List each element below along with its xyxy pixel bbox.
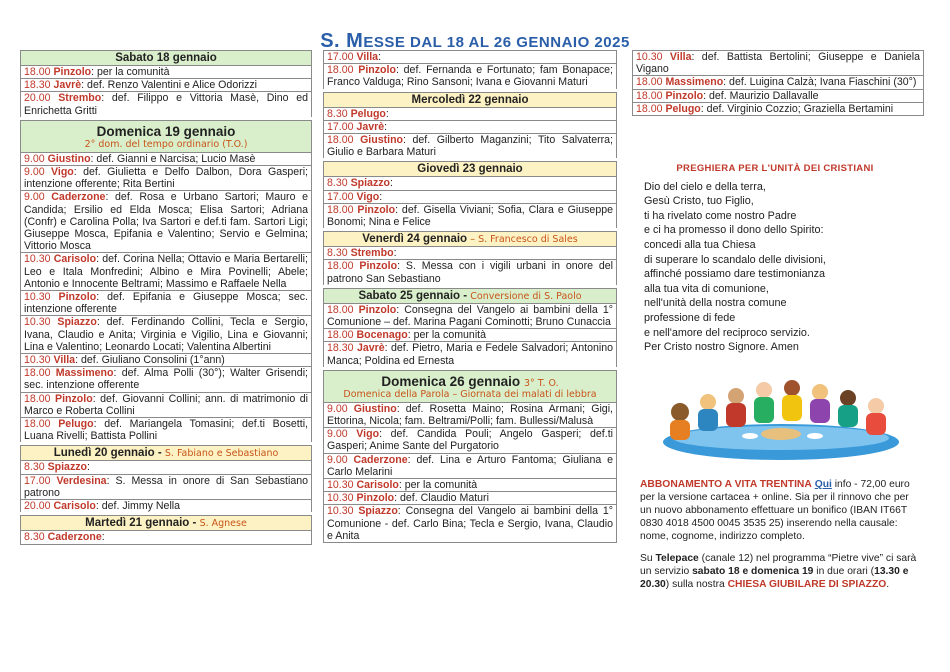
day-block-dom26-cont: [632, 50, 924, 116]
mass-intentions: : def. Filippo e Vittoria Masè, Dino ed Enrichetta Gritti: [24, 92, 308, 117]
prayer-line: e nell'amore del reciproco servizio.: [644, 326, 810, 339]
mass-place: Javrè: [356, 120, 385, 133]
mass-intentions: : def. Virginio Cozzio; Graziella Bertamini: [700, 102, 894, 115]
mass-place: Villa: [356, 51, 379, 63]
vita-trentina-paragraph: ABBONAMENTO A VITA TRENTINA Qui info - 72,00 euro per la versione cartacea + online. Sia per il rinnovo che per un nuovo abbonamento effettuare un bonifico (IBAN IT66T 0830 4018 4500 0045 3535 25) inserendo nella causale: nome, cognome, indirizzo completo.: [640, 479, 910, 542]
prayer-section: [640, 162, 910, 355]
mass-time: 10.30: [327, 505, 354, 518]
mass-place: Pinzolo: [665, 89, 704, 102]
mass-intentions: : def. Alma Polli (30°); Walter Grisendi; sec. intenzione offerente: [24, 367, 308, 392]
mass-intentions: : def. Battista Bertolini; Giuseppe e Daniela Vigano: [636, 51, 920, 76]
day-block-ven24: [323, 231, 617, 285]
mass-intentions: : S. Messa con i vigili urbani in onore del patrono San Sebastiano: [327, 260, 613, 285]
mass-time: 18.00: [327, 303, 354, 316]
mass-entry: [21, 461, 311, 474]
mass-time: 18.00: [636, 102, 663, 115]
mass-intentions: : def. Rosa e Urbano Sartori; Mauro e Candida; Ersilio ed Elda Mosca; Elisa Sartori; Adriana (Confr) e Carolina Polla; Iva Sartori e def.ti fam. Sartori Ligi; Giuseppe Mosca, Epifania e Valentino; Servio e Gelmina; Vittorio Mosca: [24, 191, 308, 253]
mass-place: Caderzone: [353, 453, 408, 466]
day-block-mar21: [20, 515, 312, 544]
day-block-mer22: [323, 92, 617, 159]
day-header: Giovedì 23 gennaio: [324, 162, 616, 177]
day-header: Sabato 25 gennaio - Conversione di S. Paolo: [324, 289, 616, 304]
mass-entry: [324, 403, 616, 428]
mass-entry: [21, 66, 311, 79]
mass-time: 9.00: [327, 402, 348, 415]
mass-place: Carisolo: [53, 253, 97, 266]
mass-intentions: : def. Ferdinando Collini, Tecla e Sergio, Ivana, Claudio e Anita; Virginia e Vigilio, Lina e Giovanni; Lina e Valentino; Leonardo Locati; Valentina Albertini: [24, 316, 309, 353]
mass-intentions: : def. Maurizio Dallavalle: [703, 89, 819, 102]
prayer-line: ti ha rivelato come nostro Padre: [644, 209, 797, 222]
mass-place: Spiazzo: [350, 177, 391, 190]
day-block-sab25: [323, 288, 617, 367]
prayer-line: affinché possiamo dare testimonianza: [644, 268, 826, 281]
mass-intentions: : per la comunità: [91, 66, 170, 78]
mass-intentions: : def. Giuliano Consolini (1°ann): [75, 354, 225, 367]
mass-entry: [324, 505, 616, 542]
mass-entry: [21, 500, 311, 512]
mass-time: 9.00: [24, 191, 45, 204]
mass-place: Vigo: [356, 428, 380, 441]
mass-place: Javrè: [53, 79, 82, 92]
mass-intentions: : def. Candida Pouli; Angelo Gasperi; def.ti Gasperi; Anime Sante del Purgatorio: [327, 428, 613, 453]
mass-time: 10.30: [636, 51, 663, 63]
mass-entry: [324, 260, 616, 284]
day-block-dom19: [20, 120, 312, 443]
prayer-line: alla tua vita di comunione,: [644, 282, 769, 295]
mass-entry: [633, 51, 923, 76]
mass-time: 18.00: [327, 203, 354, 216]
prayer-text: [640, 180, 910, 355]
day-block-mar21-cont: [323, 50, 617, 89]
mass-time: 17.00: [327, 51, 354, 63]
mass-entry: [324, 454, 616, 479]
mass-entry: [21, 291, 311, 316]
mass-intentions: : def. Fernanda e Fortunato; fam Bonapace; Franco Valduga; Rino Sansoni; Ivana e Giovanni Maturi: [327, 64, 613, 89]
mass-entry: [324, 329, 616, 342]
mass-place: Pinzolo: [358, 64, 396, 77]
column-middle: [323, 50, 617, 543]
mass-entry: [21, 531, 311, 543]
column-right: [632, 50, 924, 116]
mass-time: 18.00: [327, 329, 354, 342]
qui-link[interactable]: Qui: [814, 479, 832, 490]
mass-intentions: : def. Renzo Valentini e Alice Odorizzi: [81, 79, 258, 92]
mass-entry: [324, 247, 616, 260]
mass-intentions: :: [385, 107, 389, 120]
mass-entry: [633, 103, 923, 115]
mass-intentions: : def. Gisella Viviani; Sofia, Clara e Giuseppe Bonomi; Nina e Felice: [327, 203, 613, 229]
mass-entry: [21, 393, 311, 418]
mass-intentions: : def. Giovanni Collini; ann. di matrimonio di Marco e Roberta Collini: [24, 392, 308, 417]
column-left: [20, 50, 312, 545]
mass-time: 9.00: [327, 428, 348, 441]
mass-intentions: : def. Gianni e Narcisa; Lucio Masè: [90, 152, 256, 165]
mass-time: 18.00: [327, 260, 354, 273]
mass-intentions: : def. Giulietta e Delfo Dalbon, Dora Gasperi; intenzione offerente; Rita Bertini: [24, 166, 308, 191]
mass-entry: [324, 121, 616, 134]
mass-place: Massimeno: [55, 367, 114, 380]
mass-intentions: : def. Claudio Maturi: [394, 492, 489, 505]
mass-place: Spiazzo: [358, 505, 398, 518]
mass-place: Vigo: [51, 166, 74, 179]
mass-time: 8.30: [24, 461, 45, 474]
mass-time: 10.30: [24, 354, 51, 367]
mass-entry: [324, 479, 616, 492]
mass-place: Pinzolo: [357, 203, 396, 216]
mass-place: Vigo: [356, 190, 380, 203]
mass-place: Strembo: [350, 247, 394, 260]
telepace-paragraph: Su Telepace (canale 12) nel programma “Pietre vive” ci sarà un servizio sabato 18 e domenica 19 in due orari (13.30 e 20.30) sulla nostra CHIESA GIUBILARE DI SPIAZZO.: [640, 553, 917, 590]
mass-intentions: : def. Lina e Arturo Fantoma; Giuliana e Carlo Melarini: [327, 453, 613, 478]
mass-entry: [633, 76, 923, 89]
mass-time: 10.30: [24, 291, 51, 304]
mass-time: 9.00: [24, 152, 45, 165]
mass-entry: [633, 90, 923, 103]
mass-time: 17.00: [327, 120, 354, 133]
mass-entry: [324, 177, 616, 190]
mass-time: 17.00: [24, 474, 51, 487]
mass-intentions: :: [379, 190, 383, 203]
mass-intentions: : def. Pietro, Maria e Fedele Salvadori; Antonino Manca; Poldina ed Ernesta: [327, 342, 613, 367]
mass-time: 20.00: [24, 92, 51, 105]
mass-time: 18.00: [24, 367, 51, 380]
mass-entry: [324, 51, 616, 64]
mass-time: 18.00: [327, 134, 354, 147]
mass-entry: [324, 64, 616, 88]
mass-entry: [324, 204, 616, 228]
last-supper-illustration: [650, 372, 912, 462]
mass-intentions: : S. Messa in onore di San Sebastiano patrono: [24, 474, 308, 499]
mass-place: Pinzolo: [356, 492, 395, 505]
mass-entry: [324, 108, 616, 121]
mass-place: Pelugo: [665, 102, 701, 115]
mass-entry: [21, 79, 311, 92]
mass-time: 9.00: [24, 166, 45, 179]
mass-place: Villa: [53, 354, 76, 367]
mass-intentions: :: [393, 247, 397, 260]
day-block-sab18: [20, 50, 312, 117]
mass-time: 18.00: [24, 392, 51, 405]
mass-intentions: : per la comunità: [407, 329, 487, 342]
mass-intentions: : def. Epifania e Giuseppe Mosca; sec. intenzione offerente: [24, 291, 308, 316]
mass-entry: [324, 134, 616, 158]
day-block-gio23: [323, 161, 617, 228]
mass-place: Pelugo: [58, 418, 94, 431]
mass-time: 17.00: [327, 190, 354, 203]
mass-place: Massimeno: [665, 76, 724, 89]
mass-time: 18.00: [24, 66, 51, 78]
mass-entry: [21, 253, 311, 291]
mass-place: Villa: [669, 51, 692, 63]
mass-time: 9.00: [327, 453, 348, 466]
mass-entry: [21, 153, 311, 166]
prayer-title: PREGHIERA PER L'UNITÀ DEI CRISTIANI: [676, 163, 874, 174]
mass-place: Caderzone: [51, 191, 106, 204]
mass-time: 8.30: [24, 531, 45, 544]
mass-intentions: : def. Luigina Calzà; Ivana Fiaschini (30°): [723, 76, 917, 89]
mass-time: 18.00: [24, 418, 51, 431]
mass-entry: [324, 342, 616, 366]
mass-time: 18.00: [636, 76, 663, 89]
mass-time: 8.30: [327, 107, 348, 120]
mass-intentions: : per la comunità: [398, 479, 478, 492]
mass-place: Giustino: [47, 152, 91, 165]
day-header: Venerdì 24 gennaio – S. Francesco di Sales: [324, 232, 616, 247]
mass-entry: [324, 304, 616, 329]
mass-time: 10.30: [327, 479, 354, 492]
mass-entry: [324, 191, 616, 204]
mass-place: Pinzolo: [55, 392, 93, 405]
mass-time: 8.30: [327, 247, 348, 260]
mass-time: 10.30: [24, 316, 51, 329]
day-block-dom26: [323, 370, 617, 543]
mass-intentions: :: [101, 531, 105, 544]
mass-entry: [21, 191, 311, 253]
mass-place: Spiazzo: [57, 316, 97, 329]
mass-entry: [21, 354, 311, 367]
mass-place: Pinzolo: [58, 291, 97, 304]
mass-time: 18.00: [636, 89, 663, 102]
mass-intentions: :: [87, 461, 90, 474]
prayer-line: Gesù Cristo, tuo Figlio,: [644, 195, 754, 208]
mass-place: Pelugo: [350, 107, 386, 120]
mass-intentions: : def. Rosetta Maino; Rosina Armani; Gigi, Ettorina, Nicola; fam. Beltrami/Polli; fam. Bullessi/Malusà: [327, 402, 613, 428]
subscription-info: [640, 478, 922, 600]
mass-entry: [21, 418, 311, 442]
mass-time: 10.30: [24, 253, 51, 266]
day-header: Lunedì 20 gennaio - S. Fabiano e Sebastiano: [21, 446, 311, 461]
mass-place: Giustino: [353, 402, 397, 415]
mass-time: 20.00: [24, 500, 51, 513]
prayer-line: nell'unità della nostra comune: [644, 297, 787, 310]
mass-intentions: :: [384, 120, 388, 133]
mass-time: 8.30: [327, 177, 348, 190]
prayer-line: concedi alla tua Chiesa: [644, 238, 756, 251]
mass-intentions: : def. Jimmy Nella: [95, 500, 181, 513]
mass-place: Javrè: [356, 342, 385, 355]
mass-place: Spiazzo: [47, 461, 88, 474]
mass-place: Bocenago: [356, 329, 408, 342]
prayer-line: Per Cristo nostro Signore. Amen: [644, 341, 799, 354]
mass-time: 18.30: [24, 79, 51, 92]
mass-entry: [21, 316, 311, 354]
day-header: Martedì 21 gennaio - S. Agnese: [21, 516, 311, 531]
mass-place: Carisolo: [356, 479, 399, 492]
mass-intentions: : def. Mariangela Tomasini; def.ti Bosetti, Luana Rivelli; Battista Pollini: [24, 418, 308, 443]
mass-place: Pinzolo: [358, 303, 397, 316]
mass-place: Strembo: [58, 92, 102, 105]
mass-intentions: : def. Gilberto Maganzini; Tito Salvaterra; Giulio e Barbara Maturi: [327, 134, 613, 159]
prayer-line: e ci ha promesso il dono dello Spirito:: [644, 224, 824, 237]
mass-place: Caderzone: [47, 531, 102, 544]
page-title: S. MESSE DAL 18 AL 26 GENNAIO 2025: [320, 30, 630, 52]
mass-place: Carisolo: [53, 500, 96, 513]
mass-entry: [21, 367, 311, 392]
mass-intentions: :: [390, 177, 393, 190]
mass-entry: [21, 166, 311, 191]
mass-intentions: : Consegna del Vangelo ai bambini della 1° Comunione – def. Marina Pagani Cominotti; Bruno Cunaccia: [327, 303, 613, 329]
day-header: Sabato 18 gennaio: [21, 51, 311, 66]
mass-time: 18.30: [327, 342, 354, 355]
day-header: Domenica 19 gennaio 2° dom. del tempo ordinario (T.O.): [21, 121, 311, 153]
mass-place: Pinzolo: [53, 66, 92, 78]
mass-place: Pinzolo: [359, 260, 398, 273]
mass-time: 18.00: [327, 64, 354, 77]
day-header: Domenica 26 gennaio 3° T. O. Domenica della Parola – Giornata dei malati di lebbra: [324, 371, 616, 403]
prayer-line: Dio del cielo e della terra,: [644, 180, 766, 193]
mass-entry: [21, 475, 311, 500]
prayer-line: di superare lo scandalo delle divisioni,: [644, 253, 826, 266]
day-header: Mercoledì 22 gennaio: [324, 93, 616, 108]
mass-intentions: : Consegna del Vangelo ai bambini della 1° Comunione - def. Carlo Bina; Tecla e Sergio, Ivana, Claudio e Anita: [327, 505, 613, 542]
mass-intentions: :: [378, 51, 382, 63]
mass-time: 10.30: [327, 492, 354, 505]
mass-intentions: : def. Corina Nella; Ottavio e Maria Bertarelli; Leo e Itala Monfredini; Albino e Mira Povinelli; Abele; Antonio e Innocente Beltrami; Massimo e Raffaele Nella: [24, 253, 308, 290]
mass-entry: [21, 92, 311, 116]
mass-entry: [324, 428, 616, 453]
mass-place: Verdesina: [56, 474, 107, 487]
day-block-lun20: [20, 445, 312, 512]
mass-place: Giustino: [360, 134, 404, 147]
prayer-line: professione di fede: [644, 311, 736, 324]
mass-entry: [324, 492, 616, 505]
